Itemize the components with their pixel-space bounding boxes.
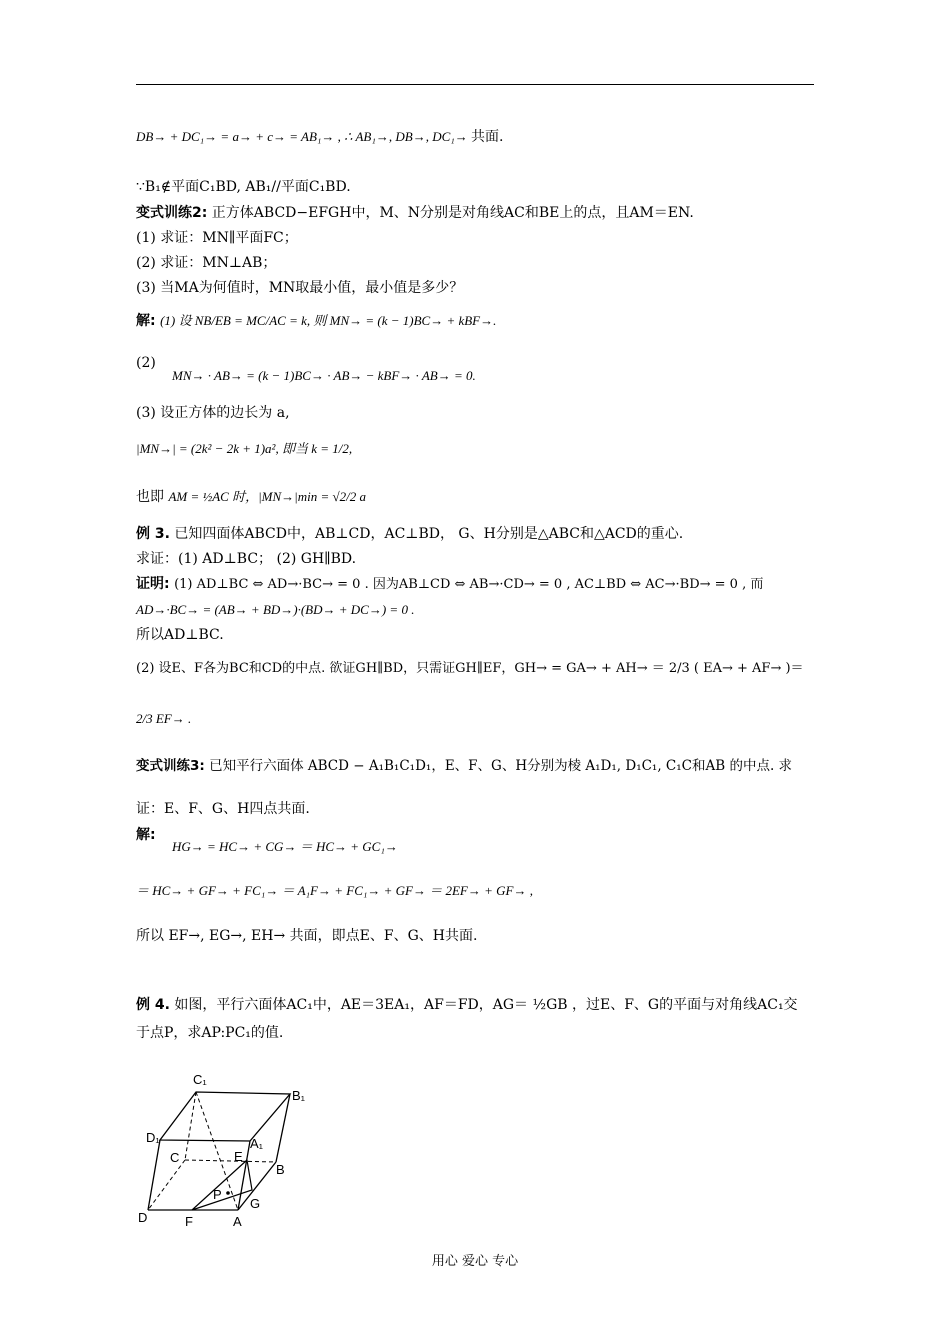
proof-2: AD→·BC→ = (AB→ + BD→)·(BD→ + DC→) = 0 . — [136, 602, 415, 617]
example-4-heading — [136, 996, 798, 1014]
edge-c1-c — [185, 1092, 196, 1160]
variant-2-text: 正方体ABCD−EFGH中，M、N分别是对角线AC和BE上的点，且AM＝EN. — [211, 205, 694, 221]
point-p — [226, 1191, 230, 1195]
solution-3-formula: |MN→| = (2k² − 2k + 1)a², 即当 k = 1/2, — [136, 441, 353, 456]
example-4-text: 如图，平行六面体AC₁中，AE＝3EA₁，AF＝FD，AG＝ ½GB ，过E、F、G的平面与对角线AC₁交 — [174, 997, 798, 1013]
variant-2-label: 变式训练2: — [136, 205, 208, 221]
example-3-heading — [136, 525, 683, 543]
solution-3-min-formula: AM = ½AC 时，|MN→|min = √2/2 a — [168, 489, 367, 504]
example-3-question: 求证：(1) AD⊥BC； (2) GH∥BD. — [136, 551, 357, 567]
solution-3: (3) 设正方体的边长为 a, — [136, 405, 290, 421]
proof-label: 证明: — [136, 576, 170, 592]
variant-3-solution-label-line — [136, 826, 156, 844]
coplanar-text: 共面. — [471, 129, 504, 145]
proof-1-text: (1) AD⊥BC ⇔ AD→·BC→ = 0 . 因为AB⊥CD ⇔ AB→·CD→ = 0 , AC⊥BD ⇔ AC→·BD→ = 0 , 而 — [174, 577, 764, 592]
edge-c-d — [148, 1160, 185, 1210]
variant-3-text: 已知平行六面体 ABCD − A₁B₁C₁D₁，E、F、G、H分别为棱 A₁D₁, D₁C₁, C₁C和AB 的中点. 求 — [209, 758, 793, 774]
variant-3-heading — [136, 757, 792, 775]
label-d: D — [138, 1210, 148, 1225]
header-rule — [136, 84, 814, 85]
label-f: F — [185, 1214, 193, 1229]
solution-2-number: (2) — [136, 355, 156, 371]
proof-4: (2) 设E、F各为BC和CD的中点. 欲证GH∥BD，只需证GH∥EF，GH→ = GA→ + AH→ ＝ 2/3 ( EA→ + AF→ )＝ — [136, 661, 804, 676]
label-c1: C₁ — [193, 1072, 207, 1087]
variant-2-heading — [136, 204, 694, 222]
proof-1 — [136, 575, 763, 594]
label-c: C — [170, 1150, 180, 1165]
label-p: P — [213, 1187, 222, 1202]
example-3-label: 例 3. — [136, 526, 170, 542]
solution-label: 解: — [136, 313, 156, 329]
label-b1: B₁ — [292, 1088, 306, 1103]
proof-5: 2/3 EF→ . — [136, 711, 192, 726]
variant-3-solution-1: HG→ = HC→ + CG→ ＝ HC→ + GC₁→ — [172, 839, 398, 854]
variant-3-text-2: 证：E、F、G、H四点共面. — [136, 801, 310, 817]
proof-3: 所以AD⊥BC. — [136, 627, 224, 643]
label-b: B — [276, 1162, 285, 1177]
page-footer: 用心 爱心 专心 — [431, 1254, 519, 1269]
label-a1: A₁ — [250, 1136, 264, 1151]
edge-c-b — [185, 1160, 276, 1162]
solution-3-min — [136, 488, 366, 506]
variant-2-q3: (3) 当MA为何值时，MN取最小值，最小值是多少？ — [136, 280, 464, 296]
solution-3-min-prefix: 也即 — [136, 489, 164, 505]
variant-2-q2: (2) 求证：MN⊥AB； — [136, 255, 277, 271]
line-parallel-plane: ∵B₁∉平面C₁BD, AB₁//平面C₁BD. — [136, 179, 351, 195]
top-face — [160, 1092, 290, 1141]
label-a: A — [233, 1214, 242, 1229]
vector-sum-formula: DB→ + DC₁→ = a→ + c→ = AB₁→ , ∴ AB₁→, DB→, DC₁→ — [136, 129, 468, 144]
example-4-text-2: 于点P，求AP:PC₁的值. — [136, 1025, 284, 1041]
label-d1: D₁ — [146, 1130, 160, 1145]
solution-2-formula: MN→ · AB→ = (k − 1)BC→ · AB→ − kBF→ · AB→ = 0. — [172, 368, 476, 383]
line-vector-sum — [136, 128, 503, 146]
label-g: G — [250, 1196, 261, 1211]
label-e: E — [234, 1149, 243, 1164]
variant-2-q1: (1) 求证：MN∥平面FC； — [136, 230, 298, 246]
example-3-text: 已知四面体ABCD中，AB⊥CD，AC⊥BD， G、H分别是△ABC和△ACD的重心. — [174, 526, 684, 542]
edge-d1-d — [148, 1140, 160, 1210]
variant-3-solution-2: ＝ HC→ + GF→ + FC₁→ ＝ A₁F→ + FC₁→ + GF→ ＝ 2EF→ + GF→ , — [136, 883, 533, 898]
variant-3-label: 变式训练3: — [136, 758, 205, 774]
parallelepiped-figure — [130, 1068, 330, 1238]
variant-3-solution-3: 所以 EF→, EG→, EH→ 共面，即点E、F、G、H共面. — [136, 928, 478, 944]
solution-1-formula: (1) 设 NB/EB = MC/AC = k, 则 MN→ = (k − 1)BC→ + kBF→. — [160, 313, 497, 328]
solution-1 — [136, 312, 496, 330]
variant-3-solution-label: 解: — [136, 827, 156, 843]
edge-b1-b — [276, 1094, 290, 1162]
example-4-label: 例 4. — [136, 997, 170, 1013]
